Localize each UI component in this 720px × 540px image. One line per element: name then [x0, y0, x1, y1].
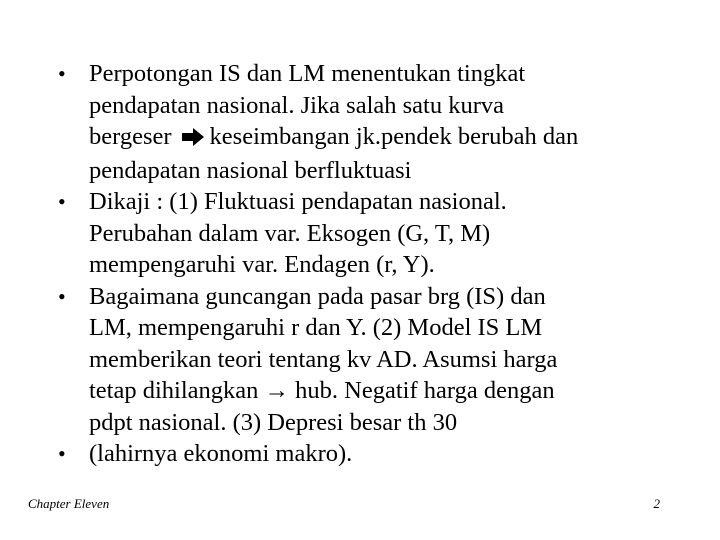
bullet-line: pendapatan nasional. Jika salah satu kurva — [89, 91, 505, 119]
bullet-line: LM, mempengaruhi r dan Y. (2) Model IS LM — [89, 314, 543, 341]
bullet-dot-icon: • — [58, 441, 66, 466]
bullet-dot-icon: • — [58, 283, 66, 309]
bullet-list — [58, 58, 678, 470]
footer-page-number: 2 — [653, 496, 660, 511]
bullet-item — [58, 281, 678, 439]
bullet-item — [58, 438, 678, 470]
bullet-line: Dikaji : (1) Fluktuasi pendapatan nasional. — [89, 188, 507, 215]
bullet-item — [58, 186, 678, 281]
bullet-line-with-arrow — [89, 121, 678, 155]
bullet-line: pendapatan nasional berfluktuasi — [89, 156, 412, 184]
bullet-line-text-before: bergeser — [89, 123, 172, 150]
bullet-line: tetap dihilangkan → hub. Negatif harga dengan — [89, 377, 555, 404]
bullet-line: Perpotongan IS dan LM menentukan tingkat — [89, 60, 526, 87]
bullet-line: memberikan teori tentang kv AD. Asumsi harga — [89, 345, 558, 373]
bullet-dot-icon: • — [58, 61, 66, 86]
footer-chapter-label: Chapter Eleven — [28, 496, 110, 511]
bullet-item — [58, 58, 678, 186]
bullet-line: (lahirnya ekonomi makro). — [89, 440, 353, 467]
bullet-line: Perubahan dalam var. Eksogen (G, T, M) — [89, 219, 491, 247]
bullet-line: pdpt nasional. (3) Depresi besar th 30 — [89, 408, 458, 436]
bullet-dot-icon: • — [58, 189, 66, 214]
right-arrow-icon — [182, 123, 204, 155]
bullet-line: Bagaimana guncangan pada pasar brg (IS) dan — [89, 282, 546, 310]
bullet-line-text-after: keseimbangan jk.pendek berubah dan — [209, 123, 579, 150]
bullet-line: mempengaruhi var. Endagen (r, Y). — [89, 251, 435, 278]
